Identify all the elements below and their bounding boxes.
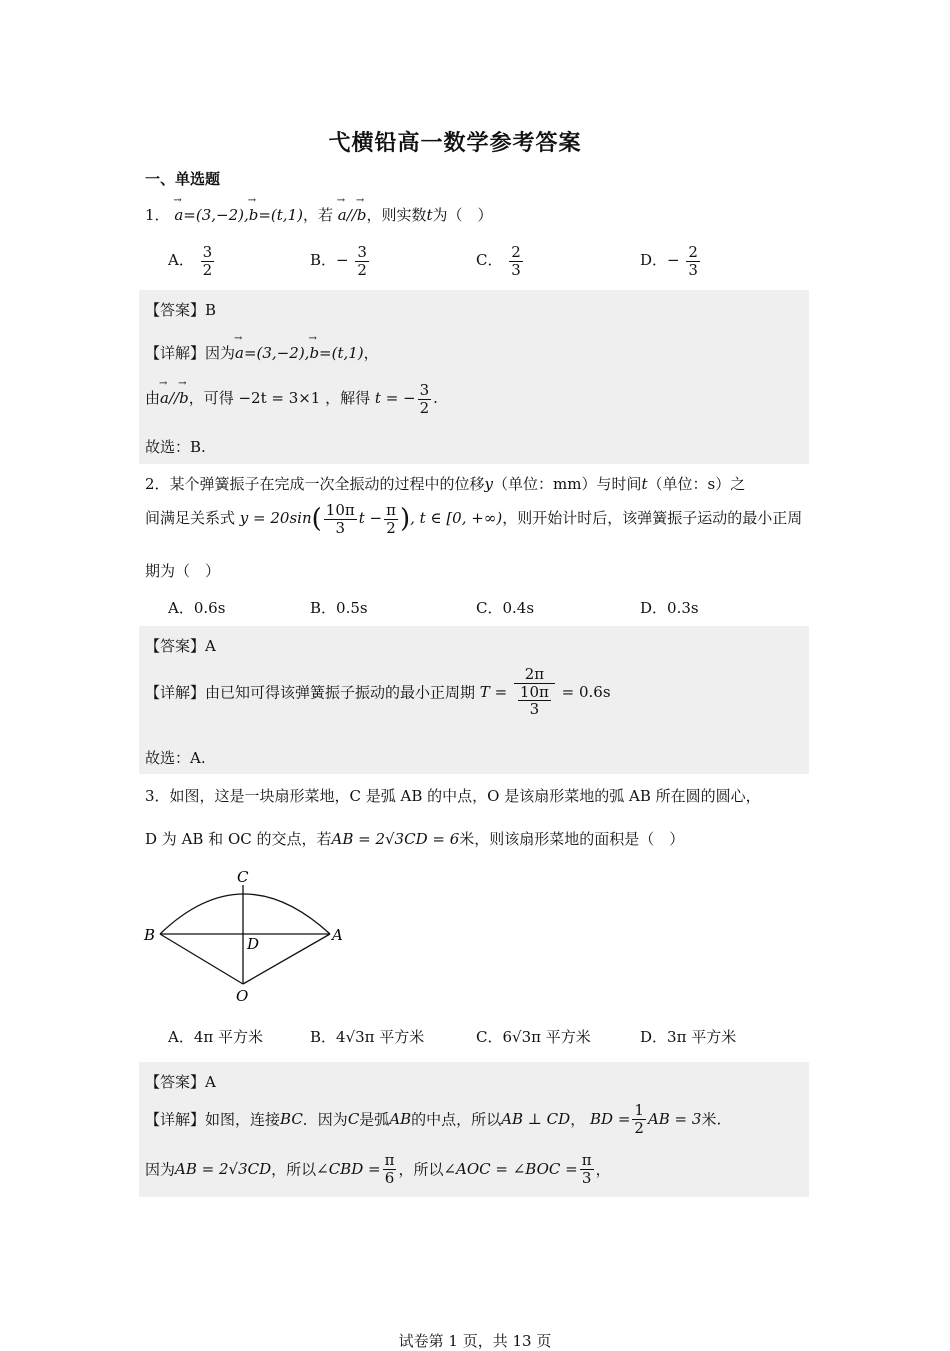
section-heading: 一、单选题 [145, 170, 221, 188]
question-2-line1: 2．某个弹簧振子在完成一次全振动的过程中的位移y（单位：mm）与时间t（单位：s）之 [145, 475, 746, 493]
q3-detail-line1: 【详解】如图，连接BC．因为C是弧AB的中点，所以AB ⊥ CD， BD = $\frac{1}{2}$ AB = 3米. [145, 1101, 722, 1137]
q1-option-b[interactable]: B．− $\frac{3}{2}$ [310, 243, 367, 279]
page-title: 弋横铅高一数学参考答案 [328, 130, 582, 156]
q2-option-c[interactable]: C．0.4s [476, 599, 535, 617]
q1-option-c[interactable]: C． $\frac{2}{3}$ [476, 243, 521, 279]
question-1: 1． → a=(3,−2),→ b=(t,1)，若 → a//→ b，则实数t为（ ） [145, 204, 493, 225]
vector-a: → a [174, 206, 183, 224]
q3-option-a[interactable]: A．4π 平方米 [168, 1028, 264, 1046]
question-2-line2: 间满足关系式 y = 20sin( $\frac{10\pi}{3}$ t − $\frac{\pi}{2}$ ), t ∈ [0, +∞)，则开始计时后，该弹簧振子运动的最小正周 [145, 501, 803, 537]
q3-answer: 【答案】A [145, 1073, 216, 1091]
label-d: D [247, 935, 260, 953]
vector-b: → b [249, 206, 259, 224]
q1-detail-line2: 由→ a//→ b，可得 −2t = 3×1 ，解得 t = − $\frac{3}{2}$ . [145, 382, 438, 416]
q2-answer: 【答案】A [145, 637, 216, 655]
question-3-line1: 3．如图，这是一块扇形菜地，C 是弧 AB 的中点，O 是该扇形菜地的弧 AB 所在圆的圆心， [145, 787, 761, 805]
q1-option-d[interactable]: D．− $\frac{2}{3}$ [640, 243, 698, 279]
question-2-line3: 期为（ ） [145, 562, 221, 580]
q1-choose: 故选：B. [145, 438, 206, 456]
q2-option-d[interactable]: D．0.3s [640, 599, 699, 617]
q2-choose: 故选：A. [145, 749, 206, 767]
q2-detail: 【详解】由已知可得该弹簧振子振动的最小正周期 T = $\frac{2\pi}{\frac{10\pi}{3}}$ = 0.6s [145, 665, 611, 718]
page-footer: 试卷第 1 页，共 13 页 [398, 1332, 552, 1350]
q3-detail-line2: 因为AB = 2√3CD，所以∠CBD = $\frac{\pi}{6}$ ，所以∠AOC = ∠BOC = $\frac{\pi}{3}$ ， [145, 1151, 611, 1187]
label-o: O [236, 987, 249, 1005]
q3-option-d[interactable]: D．3π 平方米 [640, 1028, 737, 1046]
q2-option-b[interactable]: B．0.5s [310, 599, 368, 617]
label-c: C [237, 868, 249, 886]
question-3-line2: D 为 AB 和 OC 的交点，若AB = 2√3CD = 6米，则该扇形菜地的面积是（ ） [145, 830, 685, 848]
sector-figure [140, 866, 350, 1006]
segment-ob [160, 934, 243, 984]
q3-option-b[interactable]: B．4√3π 平方米 [310, 1028, 425, 1046]
q1-answer: 【答案】B [145, 301, 217, 319]
q2-option-a[interactable]: A．0.6s [168, 599, 226, 617]
q1-answer-box [139, 290, 809, 464]
q3-option-c[interactable]: C．6√3π 平方米 [476, 1028, 591, 1046]
q1-detail: 【详解】因为→ a=(3,−2),→ b=(t,1)， [145, 342, 379, 363]
label-b: B [144, 926, 156, 944]
label-a: A [332, 926, 343, 944]
arc-ab [160, 894, 330, 934]
q1-option-a[interactable]: A． $\frac{3}{2}$ [168, 243, 213, 279]
